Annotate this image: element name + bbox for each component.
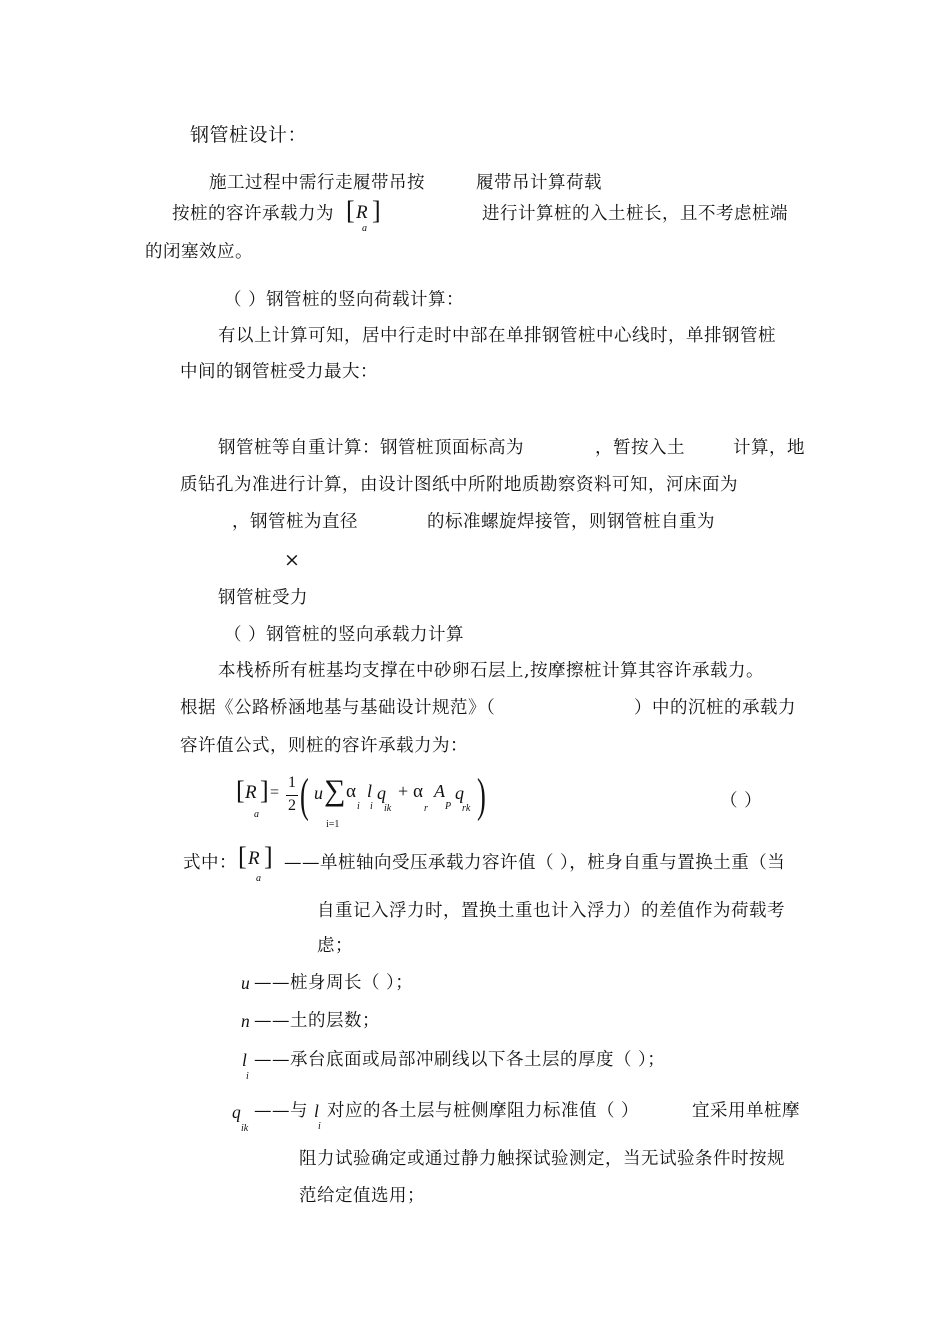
def-ra-desc2: 自重记入浮力时，置换土重也计入浮力）的差值作为荷载考 (317, 901, 785, 921)
equation-number: （ ） (720, 791, 763, 811)
pile-force-label: 钢管桩受力 (218, 588, 308, 608)
section-title: 钢管桩设计： (190, 124, 308, 146)
intro-line3: 的闭塞效应。 (145, 242, 253, 262)
intro-line1b: 履带吊计算荷载 (476, 173, 602, 193)
part1-line2: 中间的钢管桩受力最大： (180, 362, 378, 382)
def-q-subscript: ik (241, 1123, 249, 1134)
selfweight-line1b: ，暂按入土 (595, 438, 685, 458)
part2-para1: 本栈桥所有桩基均支撑在中砂卵石层上,按摩擦桩计算其容许承载力。 (218, 661, 765, 681)
def-q-desc-c: 宜采用单桩摩 (692, 1101, 800, 1121)
def-l-symbol: l (242, 1050, 248, 1070)
def-ra-symbol: [ R ] a (238, 842, 273, 884)
def-ra-desc3: 虑； (317, 936, 353, 956)
def-ra-desc: ——单桩轴向受压承载力容许值（ ），桩身自重与置换土重（当 (284, 853, 786, 873)
def-q-symbol: q (232, 1102, 242, 1122)
intro-line2b: 进行计算桩的入土桩长，且不考虑桩端 (482, 204, 788, 224)
def-n-symbol: n (241, 1011, 251, 1031)
def-q-l-subscript: i (318, 1121, 321, 1132)
part2-para2b: ）中的沉桩的承载力 (634, 698, 796, 718)
part2-heading: （ ）钢管桩的竖向承载力计算 (224, 625, 465, 645)
def-l-desc: ——承台底面或局部冲刷线以下各土层的厚度（ ）； (254, 1050, 666, 1070)
selfweight-line3a: ，钢管桩为直径 (232, 512, 358, 532)
selfweight-line1a: 钢管桩等自重计算：钢管桩顶面标高为 (218, 438, 524, 458)
part1-heading: （ ）钢管桩的竖向荷载计算： (224, 290, 465, 310)
selfweight-line3b: 的标准螺旋焊接管，则钢管桩自重为 (427, 512, 715, 532)
selfweight-line2: 质钻孔为准进行计算，由设计图纸中所附地质勘察资料可知，河床面为 (180, 475, 738, 495)
ra-symbol: [ R ] a (346, 196, 381, 234)
part2-para3: 容许值公式，则桩的容许承载力为： (180, 736, 468, 756)
def-q-l-symbol: l (314, 1101, 320, 1121)
def-q-desc2: 阻力试验确定或通过静力触探试验测定，当无试验条件时按规 (299, 1149, 785, 1169)
def-u-symbol: u (241, 973, 251, 993)
def-q-desc-a: ——与 (254, 1101, 308, 1121)
def-q-desc3: 范给定值选用； (299, 1186, 425, 1206)
def-n-desc: ——土的层数； (254, 1011, 380, 1031)
def-u-desc: ——桩身周长（ ）； (254, 973, 414, 993)
def-l-subscript: i (246, 1071, 249, 1082)
def-q-desc-b: 对应的各土层与桩侧摩阻力标准值（ ） (327, 1101, 640, 1121)
part2-para2a: 根据《公路桥涵地基与基础设计规范》（ (180, 698, 496, 718)
times-sign: × (284, 549, 301, 571)
intro-line1: 施工过程中需行走履带吊按 (209, 173, 425, 193)
definitions-intro: 式中： (183, 853, 237, 873)
selfweight-line1c: 计算，地 (733, 438, 805, 458)
part1-line1: 有以上计算可知，居中行走时中部在单排钢管桩中心线时，单排钢管桩 (218, 326, 776, 346)
bearing-capacity-formula: [ R ] a = 1 2 ( u ∑ i=1 α i l i q ik + α r A P q rk ) (236, 769, 486, 830)
intro-line2a: 按桩的容许承载力为 (172, 204, 334, 224)
